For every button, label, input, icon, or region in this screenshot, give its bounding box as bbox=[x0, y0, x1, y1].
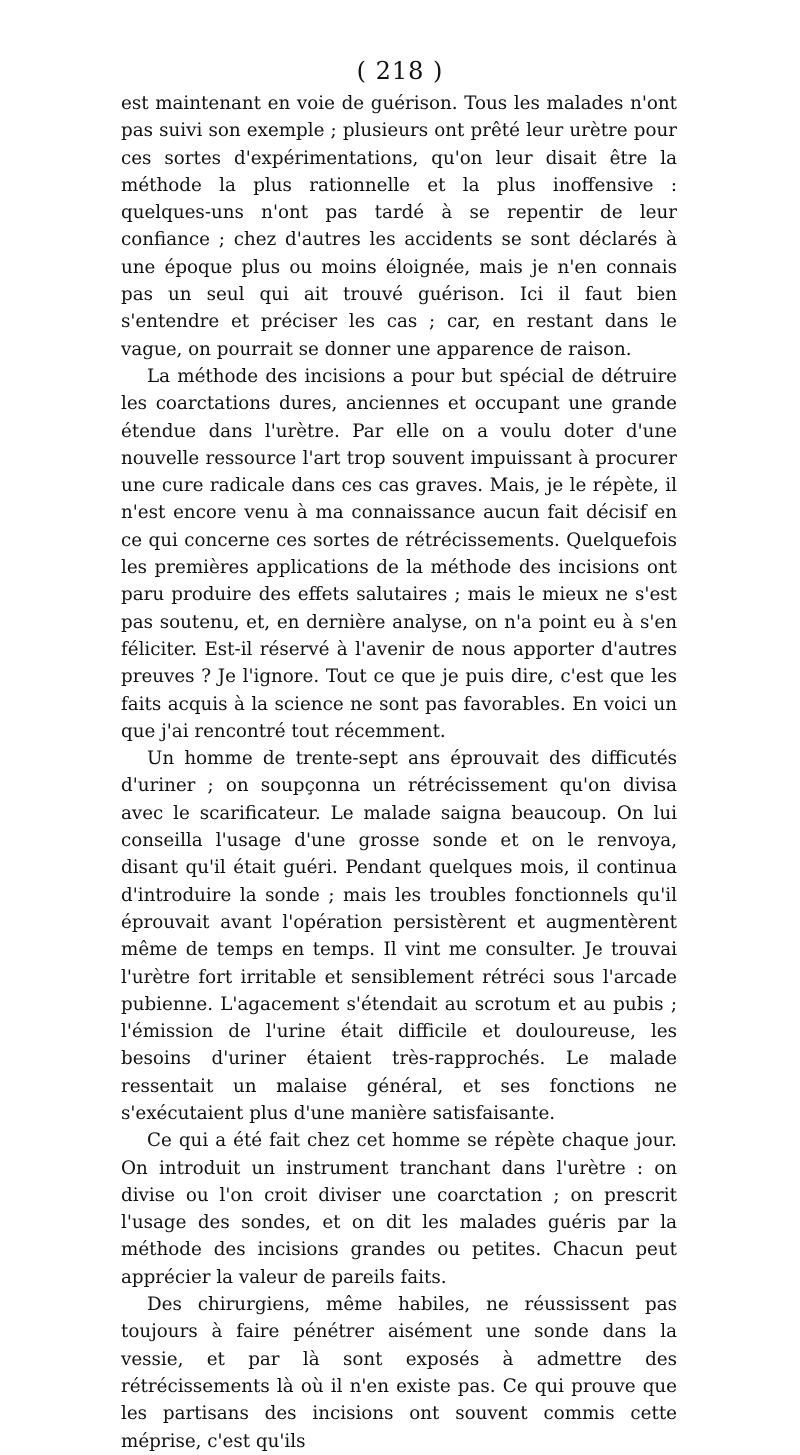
paragraph-4: Ce qui a été fait chez cet homme se répète chaque jour. On introduit un instrument tranchant dans l'urètre : on divise ou l'on croit diviser une coarctation ; on prescrit l'usage des sondes, et on dit les malades guéris par la méthode des incisions grandes ou petites. Chacun peut apprécier la valeur de pareils faits. bbox=[121, 1130, 677, 1288]
paragraph-1: est maintenant en voie de guérison. Tous les malades n'ont pas suivi son exemple ; plusieurs ont prêté leur urètre pour ces sortes d'expérimentations, qu'on leur disait être la méthode la plus rationnelle et la plus inoffensive : quelques-uns n'ont pas tardé à se repentir de leur confiance ; chez d'autres les accidents se sont déclarés à une époque plus ou moins éloignée, mais je n'en connais pas un seul qui ait trouvé guérison. Ici il faut bien s'entendre et préciser les cas ; car, en restant dans le vague, on pourrait se donner une apparence de raison. bbox=[121, 93, 677, 360]
body-text bbox=[121, 90, 677, 1455]
paragraph-3: Un homme de trente-sept ans éprouvait des difficutés d'uriner ; on soupçonna un rétrécissement qu'on divisa avec le scarificateur. Le malade saigna beaucoup. On lui conseilla l'usage d'une grosse sonde et on le renvoya, disant qu'il était guéri. Pendant quelques mois, il continua d'introduire la sonde ; mais les troubles fonctionnels qu'il éprouvait avant l'opération persistèrent et augmentèrent même de temps en temps. Il vint me consulter. Je trouvai l'urètre fort irritable et sensiblement rétréci sous l'arcade pubienne. L'agacement s'étendait au scrotum et au pubis ; l'émission de l'urine était difficile et douloureuse, les besoins d'uriner étaient très-rapprochés. Le malade ressentait un malaise général, et ses fonctions ne s'exécutaient plus d'une manière satisfaisante. bbox=[121, 748, 677, 1124]
paragraph-2: La méthode des incisions a pour but spécial de détruire les coarctations dures, anciennes et occupant une grande étendue dans l'urètre. Par elle on a voulu doter d'une nouvelle ressource l'art trop souvent impuissant à procurer une cure radicale dans ces cas graves. Mais, je le répète, il n'est encore venu à ma connaissance aucun fait décisif en ce qui concerne ces sortes de rétrécissements. Quelquefois les premières applications de la méthode des incisions ont paru produire des effets salutaires ; mais le mieux ne s'est pas soutenu, et, en dernière analyse, on n'a point eu à s'en féliciter. Est-il réservé à l'avenir de nous apporter d'autres preuves ? Je l'ignore. Tout ce que je puis dire, c'est que les faits acquis à la science ne sont pas favorables. En voici un que j'ai rencontré tout récemment. bbox=[121, 365, 677, 742]
paragraph-5: Des chirurgiens, même habiles, ne réussissent pas toujours à faire pénétrer aisément une sonde dans la vessie, et par là sont exposés à admettre des rétrécissements là où il n'en existe pas. Ce qui prouve que les partisans des incisions ont souvent commis cette méprise, c'est qu'ils bbox=[121, 1294, 677, 1452]
page-number: ( 218 ) bbox=[356, 57, 444, 85]
